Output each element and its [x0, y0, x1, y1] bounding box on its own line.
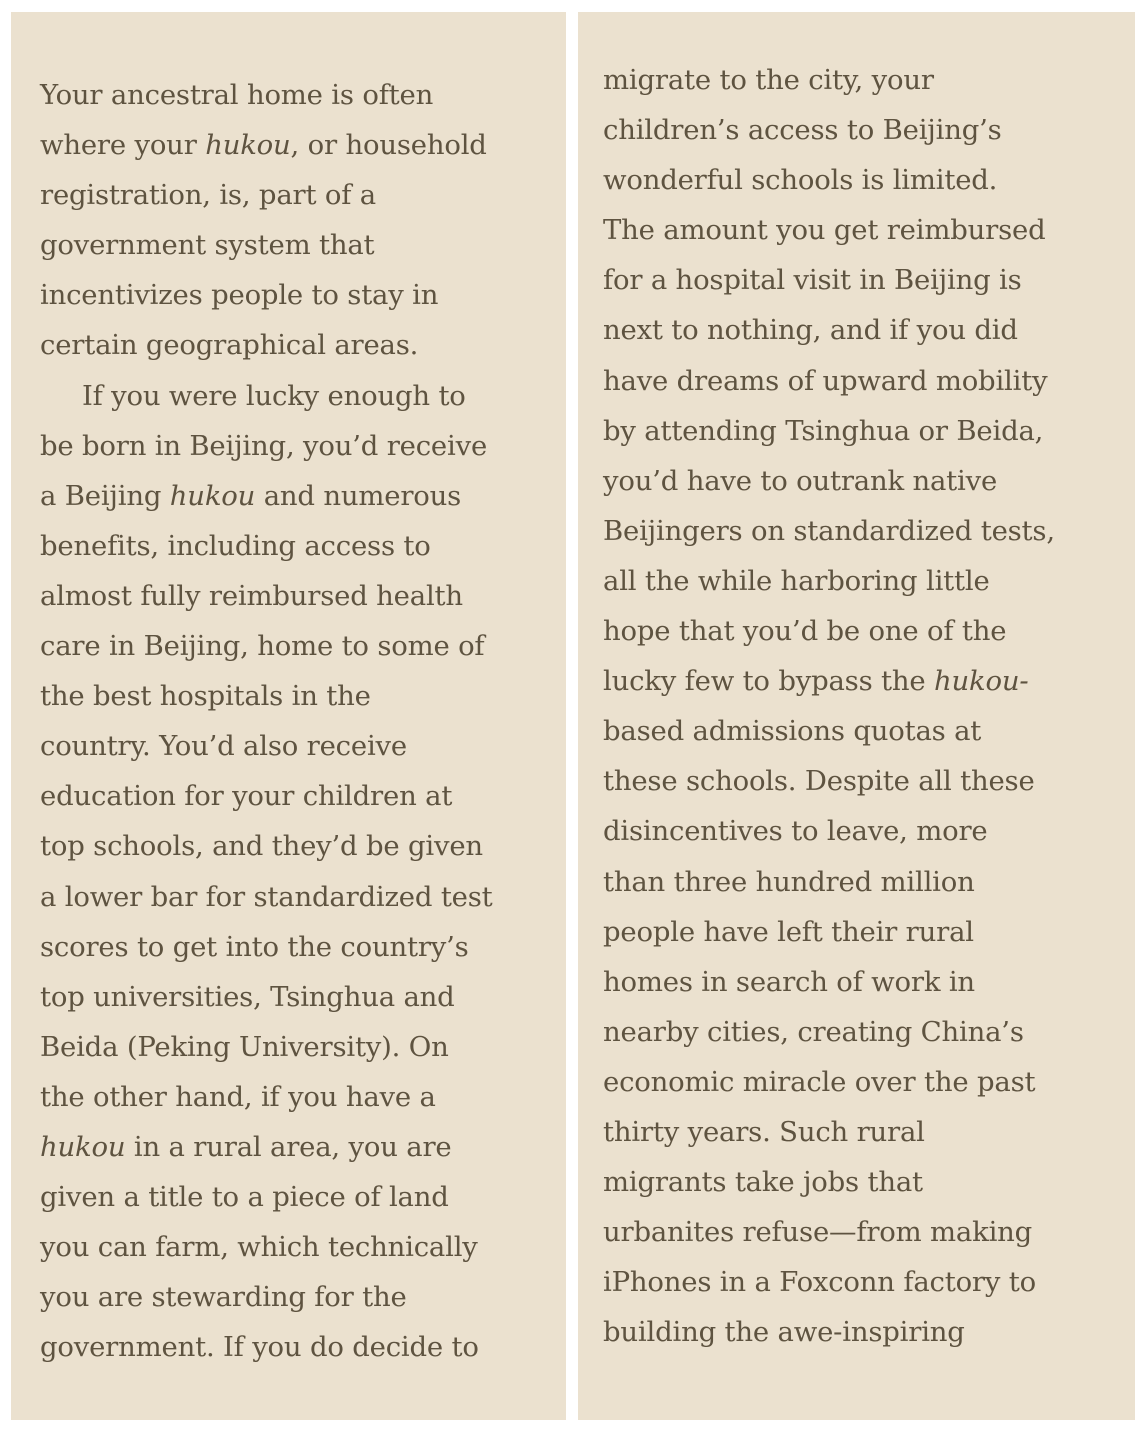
text-line: top schools, and they’d be given	[40, 830, 483, 863]
text-line: urbanites refuse—from making	[603, 1216, 1033, 1249]
text-line: Your ancestral home is often	[40, 79, 434, 111]
text-line: all the while harboring little	[603, 564, 990, 597]
text-line: for a hospital visit in Beijing is	[603, 264, 1022, 297]
text-line: education for your children at	[40, 780, 453, 813]
text-line	[40, 120, 493, 170]
text-line: building the awe-inspiring	[603, 1316, 965, 1349]
text-line: country. You’d also receive	[40, 730, 407, 763]
text-line: have dreams of upward mobility	[603, 364, 1048, 397]
text-line: be born in Beijing, you’d receive	[40, 429, 488, 462]
text-fragment: lucky few to bypass the	[603, 665, 935, 698]
text-line: next to nothing, and if you did	[603, 314, 1018, 347]
text-line: government system that	[40, 229, 375, 262]
text-fragment: a Beijing	[40, 479, 170, 512]
text-line: given a title to a piece of land	[40, 1181, 449, 1214]
text-line: migrate to the city, your	[603, 64, 934, 96]
text-line	[603, 656, 1055, 706]
text-line: Beida (Peking University). On	[40, 1030, 449, 1063]
text-line: hope that you’d be one of the	[603, 615, 1007, 648]
text-line: certain geographical areas.	[40, 329, 419, 362]
text-line: you’d have to outrank native	[603, 464, 998, 497]
text-line: registration, is, part of a	[40, 179, 376, 212]
text-line	[40, 471, 493, 521]
text-fragment: in a rural area, you are	[125, 1130, 452, 1163]
left-page-text	[40, 70, 493, 1372]
text-line: people have left their rural	[603, 915, 974, 948]
text-line: wonderful schools is limited.	[603, 164, 998, 197]
text-line: children’s access to Beijing’s	[603, 114, 1002, 147]
text-line: benefits, including access to	[40, 529, 431, 562]
italic-term: hukou	[40, 1130, 126, 1163]
text-line: government. If you do decide to	[40, 1331, 479, 1364]
text-line: a lower bar for standardized test	[40, 880, 493, 913]
text-line: the best hospitals in the	[40, 680, 371, 713]
text-fragment: , or household	[290, 129, 487, 162]
text-line: scores to get into the country’s	[40, 930, 469, 963]
left-page	[11, 12, 566, 1420]
text-line: The amount you get reimbursed	[603, 214, 1046, 247]
text-line: you are stewarding for the	[40, 1281, 407, 1314]
text-line: If you were lucky enough to	[82, 379, 466, 412]
text-line: by attending Tsinghua or Beida,	[603, 414, 1044, 447]
text-line: iPhones in a Foxconn factory to	[603, 1266, 1036, 1299]
text-line: homes in search of work in	[603, 965, 975, 998]
text-line: economic miracle over the past	[603, 1065, 1036, 1098]
italic-term: hukou-	[934, 665, 1029, 698]
text-fragment: and numerous	[255, 479, 462, 512]
text-line: thirty years. Such rural	[603, 1115, 925, 1148]
italic-term: hukou	[169, 479, 256, 512]
text-line: the other hand, if you have a	[40, 1080, 436, 1113]
text-line	[40, 1122, 493, 1172]
text-line: based admissions quotas at	[603, 715, 982, 748]
text-line: almost fully reimbursed health	[40, 579, 463, 612]
text-line: migrants take jobs that	[603, 1166, 923, 1199]
text-line: Beijingers on standardized tests,	[603, 514, 1055, 547]
right-page	[578, 12, 1135, 1420]
text-line: disincentives to leave, more	[603, 815, 988, 848]
text-line: nearby cities, creating China’s	[603, 1015, 1024, 1048]
text-line: incentivizes people to stay in	[40, 279, 439, 312]
italic-term: hukou	[205, 129, 291, 162]
text-line: than three hundred million	[603, 865, 975, 898]
text-fragment: where your	[40, 129, 206, 162]
text-line: you can farm, which technically	[40, 1231, 478, 1264]
text-line: top universities, Tsinghua and	[40, 980, 455, 1013]
text-line: care in Beijing, home to some of	[40, 630, 485, 663]
text-line: these schools. Despite all these	[603, 765, 1035, 798]
right-page-text	[603, 55, 1055, 1357]
